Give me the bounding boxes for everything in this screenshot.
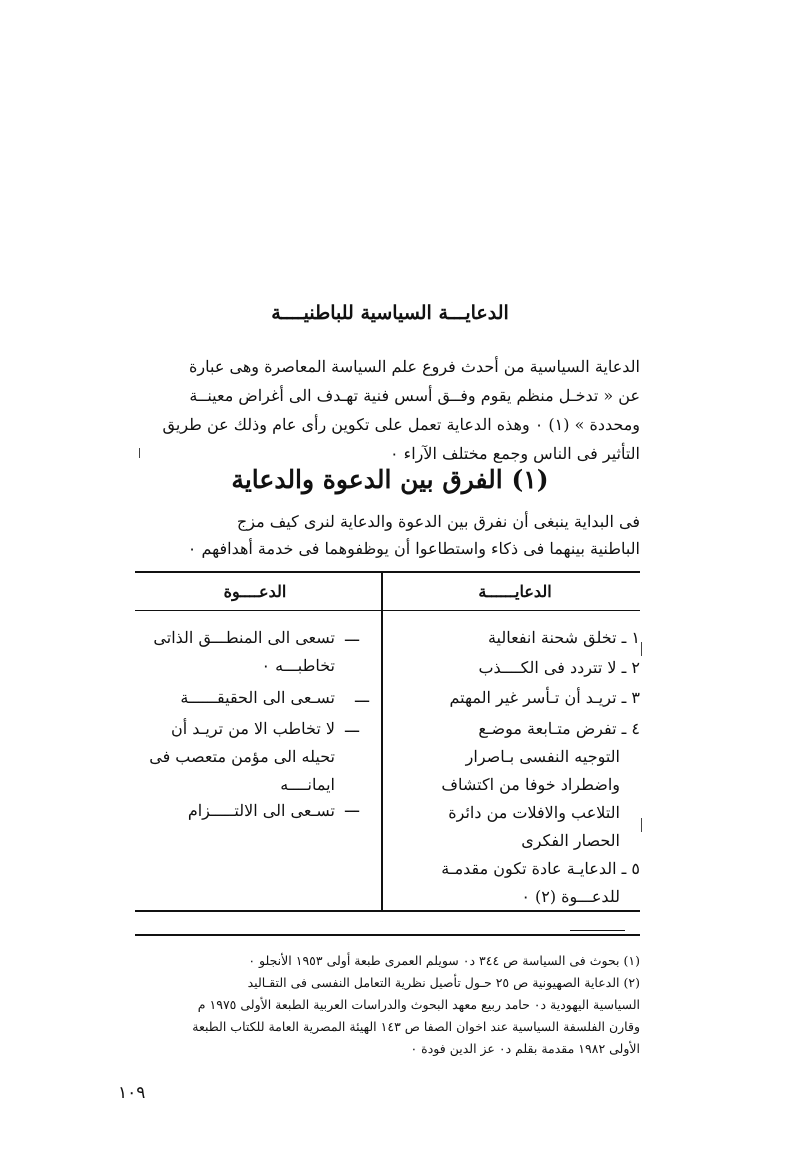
intro-line: الباطنية بينهما فى ذكاء واستطاعوا أن يوظفوهما فى خدمة أهدافهم ٠ bbox=[187, 539, 640, 558]
table-top-rule bbox=[135, 571, 640, 573]
propaganda-item: التوجيه النفسى بـاصرار bbox=[465, 747, 620, 766]
propaganda-item: الحصار الفكرى bbox=[521, 831, 620, 850]
table-header-rule bbox=[135, 610, 640, 611]
scan-mark bbox=[641, 642, 642, 656]
propaganda-item: ٣ ـ تريـد أن تـأسر غير المهتم bbox=[449, 688, 640, 707]
row-dash: ـــ bbox=[345, 797, 360, 816]
column-header-call: الدعــــوة bbox=[223, 582, 287, 601]
propaganda-item: للدعـــوة (٢) ٠ bbox=[521, 887, 620, 906]
propaganda-item: التلاعب والافلات من دائرة bbox=[448, 803, 620, 822]
propaganda-item: ١ ـ تخلق شحنة انفعالية bbox=[487, 628, 640, 647]
paragraph-line: التأثير فى الناس وجمع مختلف الآراء ٠ bbox=[389, 444, 640, 463]
call-item: تسـعى الى الحقيقــــــة bbox=[180, 688, 335, 707]
propaganda-item: واضطراد خوفا من اكتشاف bbox=[441, 775, 620, 794]
table-divider bbox=[381, 571, 383, 911]
call-item: تسـعى الى الالتـــــزام bbox=[187, 801, 335, 820]
page-title: الدعايـــة السياسية للباطنيــــة bbox=[271, 302, 509, 324]
footnote-rule bbox=[135, 934, 640, 936]
footnote-line: وقارن الفلسفة السياسية عند اخوان الصفا ص ١٤٣ الهيئة المصرية العامة للكتاب الطبعة bbox=[192, 1019, 640, 1034]
footnote-line: الأولى ١٩٨٢ مقدمة بقلم د٠ عز الدين فودة ٠ bbox=[410, 1041, 640, 1056]
column-header-propaganda: الدعايــــــة bbox=[478, 582, 552, 601]
scan-mark bbox=[641, 818, 642, 832]
intro-paragraph bbox=[120, 508, 640, 562]
propaganda-item: ٤ ـ تفرض متـابعة موضـع bbox=[478, 719, 640, 738]
paragraph-line: الدعاية السياسية من أحدث فروع علم السياسة المعاصرة وهى عبارة bbox=[189, 357, 640, 376]
footnote-line: (٢) الدعاية الصهيونية ص ٢٥ حـول تأصيل نظرية التعامل النفسى فى التقـاليد bbox=[247, 975, 640, 990]
footnote-mark-rule bbox=[570, 930, 625, 931]
row-dash: ـــ bbox=[345, 717, 360, 736]
page-number: ١٠٩ bbox=[118, 1083, 146, 1103]
paragraph-line: ومحددة » (١) ٠ وهذه الدعاية تعمل على تكوين رأى عام وذلك عن طريق bbox=[162, 415, 640, 434]
paragraph-line: عن « تدخـل منظم يقوم وفــق أسس فنية تهـدف الى أغراض معينــة bbox=[189, 386, 640, 405]
section-heading: (١) الفرق بين الدعوة والدعاية bbox=[231, 465, 549, 494]
footnote-line: السياسية اليهودية د٠ حامد ربيع معهد البحوث والدراسات العربية الطبعة الأولى ١٩٧٥ م bbox=[197, 997, 640, 1012]
call-item: تسعى الى المنطـــق الذاتى bbox=[153, 628, 335, 647]
scan-mark bbox=[139, 448, 140, 458]
footnotes bbox=[120, 950, 640, 1060]
body-paragraph bbox=[120, 352, 640, 468]
call-item: تخاطبـــه ٠ bbox=[261, 656, 335, 675]
propaganda-item: ٥ ـ الدعايـة عادة تكون مقدمـة bbox=[441, 859, 640, 878]
row-dash: ـــ bbox=[355, 687, 370, 706]
intro-line: فى البداية ينبغى أن نفرق بين الدعوة والدعاية لنرى كيف مزج bbox=[236, 512, 640, 531]
row-dash: ـــ bbox=[345, 626, 360, 645]
propaganda-item: ٢ ـ لا تتردد فى الكــــذب bbox=[478, 658, 640, 677]
call-item: ايمانــــه bbox=[280, 775, 335, 794]
footnote-line: (١) بحوث فى السياسة ص ٣٤٤ د٠ سويلم العمرى طبعة أولى ١٩٥٣ الأنجلو ٠ bbox=[248, 953, 640, 968]
call-item: لا تخاطب الا من تريـد أن bbox=[171, 719, 335, 738]
call-item: تحيله الى مؤمن متعصب فى bbox=[149, 747, 335, 766]
